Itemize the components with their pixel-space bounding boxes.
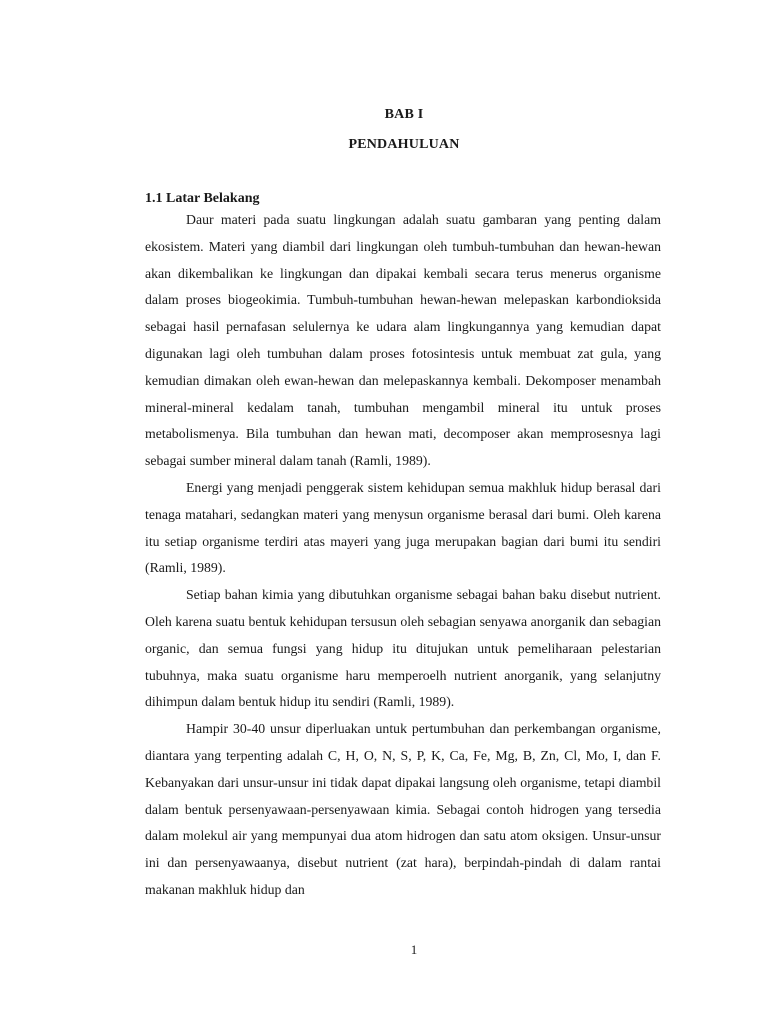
paragraph: Hampir 30-40 unsur diperluakan untuk pertumbuhan dan perkembangan organisme, diantara yang terpenting adalah C, H, O, N, S, P, K, Ca, Fe, Mg, B, Zn, Cl, Mo, I, dan F. Kebanyakan dari unsur-unsur ini tidak dapat dipakai langsung oleh organisme, tetapi diambil dalam bentuk persenyawaan-persenyawaan kimia. Sebagai contoh hidrogen yang tersedia dalam molekul air yang mempunyai dua atom hidrogen dan satu atom oksigen. Unsur-unsur ini dan persenyawaanya, disebut nutrient (zat hara), berpindah-pindah di dalam rantai makanan makhluk hidup dan	[145, 721, 661, 897]
body-text	[145, 207, 661, 904]
chapter-title: PENDAHULUAN	[348, 137, 460, 152]
paragraph: Energi yang menjadi penggerak sistem kehidupan semua makhluk hidup berasal dari tenaga matahari, sedangkan materi yang menysun organisme berasal dari bumi. Oleh karena itu setiap organisme terdiri atas mayeri yang juga merupakan bagian dari bumi itu sendiri (Ramli, 1989).	[145, 479, 661, 576]
paragraph: Daur materi pada suatu lingkungan adalah suatu gambaran yang penting dalam ekosistem. Materi yang diambil dari lingkungan oleh tumbuh-tumbuhan dan hewan-hewan akan dikembalikan ke lingkungan dan dipakai kembali secara terus menerus organisme dalam proses biogeokimia. Tumbuh-tumbuhan hewan-hewan melepaskan karbondioksida sebagai hasil pernafasan selulernya ke udara alam lingkungannya yang kemudian dapat digunakan lagi oleh tumbuhan dalam proses fotosintesis untuk membuat zat gula, yang kemudian dimakan oleh ewan-hewan dan melepaskannya kembali. Dekomposer menambah mineral-mineral kedalam tanah, tumbuhan mengambil mineral itu untuk proses metabolismenya. Bila tumbuhan dan hewan mati, decomposer akan memprosesnya lagi sebagai sumber mineral dalam tanah (Ramli, 1989).	[145, 212, 661, 469]
chapter-number: BAB I	[384, 107, 424, 122]
page-number: 1	[410, 942, 418, 957]
paragraph: Setiap bahan kimia yang dibutuhkan organisme sebagai bahan baku disebut nutrient. Oleh karena suatu bentuk kehidupan tersusun oleh sebagian senyawa anorganik dan sebagian organic, dan semua fungsi yang hidup itu ditujukan untuk pemeliharaan pelestarian tubuhnya, maka suatu organisme haru memperoelh nutrient anorganik, yang selanjutny dihimpun dalam bentuk hidup itu sendiri (Ramli, 1989).	[145, 587, 661, 710]
section-heading: 1.1 Latar Belakang	[145, 191, 260, 206]
